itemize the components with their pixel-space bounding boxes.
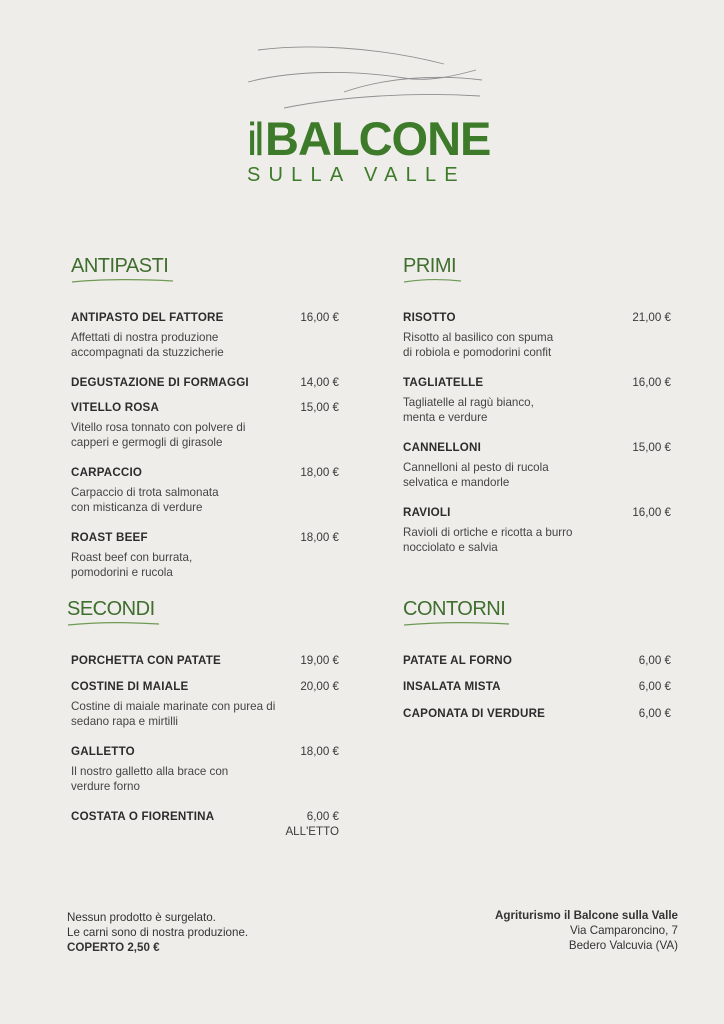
section-contorni [403, 597, 671, 721]
item-name: RAVIOLI [403, 506, 451, 519]
logo-subtitle: SULLA VALLE [247, 164, 466, 186]
logo-balcone: BALCONE [265, 112, 491, 165]
section-title: SECONDI [67, 598, 155, 620]
item-description: Costine di maiale marinate con purea di sedano rapa e mirtilli [71, 700, 276, 728]
item-price: 14,00 € [300, 376, 339, 389]
footer-business-name: Agriturismo il Balcone sulla Valle [495, 909, 678, 922]
section-primi [403, 254, 671, 555]
item-price: 6,00 € [638, 707, 671, 720]
menu-item-vitello-rosa [71, 400, 339, 450]
menu-item-costata-o-fiorentina [71, 809, 339, 838]
item-price: 21,00 € [632, 311, 671, 324]
menu-item-cannelloni [403, 440, 671, 490]
item-price: 20,00 € [300, 680, 339, 693]
item-price: 18,00 € [300, 745, 339, 758]
item-price: 6,00 € [638, 680, 671, 693]
item-description: Cannelloni al pesto di rucola selvatica e mandorle [403, 461, 549, 489]
menu-item-roast-beef [71, 530, 339, 580]
item-name: VITELLO ROSA [71, 401, 160, 414]
item-name: TAGLIATELLE [403, 376, 484, 389]
item-price: 16,00 € [300, 311, 339, 324]
menu-item-carpaccio [71, 465, 339, 515]
footer-note-frozen: Nessun prodotto è surgelato. [67, 911, 216, 924]
item-name: ROAST BEEF [71, 531, 148, 544]
menu-item-caponata-di-verdure [403, 706, 671, 721]
section-antipasti [71, 254, 339, 580]
footer-coperto: COPERTO 2,50 € [67, 941, 160, 954]
item-name: GALLETTO [71, 745, 135, 758]
item-name: DEGUSTAZIONE DI FORMAGGI [71, 376, 249, 389]
item-name: RISOTTO [403, 311, 456, 324]
item-name: COSTINE DI MAIALE [71, 680, 189, 693]
item-name: CARPACCIO [71, 466, 143, 479]
item-price: 19,00 € [300, 654, 339, 667]
item-price-unit: ALL'ETTO [285, 825, 339, 838]
item-price: 15,00 € [632, 441, 671, 454]
item-description: Risotto al basilico con spuma di robiola e pomodorini confit [403, 331, 554, 359]
logo-il: il [247, 113, 262, 165]
item-name: CAPONATA DI VERDURE [403, 707, 546, 720]
item-name: ANTIPASTO DEL FATTORE [71, 311, 224, 324]
item-description: Il nostro galletto alla brace con verdure forno [71, 765, 229, 793]
item-price: 16,00 € [632, 506, 671, 519]
item-description: Affettati di nostra produzione accompagnati da stuzzicherie [71, 331, 224, 359]
item-name: PATATE AL FORNO [403, 654, 513, 667]
hills-icon [244, 42, 484, 112]
menu-item-costine-di-maiale [71, 679, 339, 729]
item-name: INSALATA MISTA [403, 680, 501, 693]
item-description: Tagliatelle al ragù bianco, menta e verdure [403, 396, 534, 424]
footer-street: Via Camparoncino, 7 [569, 924, 678, 937]
item-description: Ravioli di ortiche e ricotta a burro nocciolato e salvia [403, 526, 573, 554]
menu-item-degustazione-di-formaggi [71, 375, 339, 390]
menu-item-porchetta-con-patate [71, 653, 339, 668]
item-name: CANNELLONI [403, 441, 481, 454]
footer-address [495, 908, 678, 953]
menu-item-risotto [403, 310, 671, 360]
item-price: 18,00 € [300, 531, 339, 544]
item-price: 6,00 € [306, 810, 339, 823]
footer-city: Bedero Valcuvia (VA) [568, 939, 678, 952]
item-description: Roast beef con burrata, pomodorini e rucola [71, 551, 193, 579]
section-title: PRIMI [403, 255, 457, 277]
menu-item-tagliatelle [403, 375, 671, 425]
item-price: 15,00 € [300, 401, 339, 414]
footer-notes [67, 910, 248, 955]
item-price: 18,00 € [300, 466, 339, 479]
section-title: CONTORNI [403, 598, 506, 620]
item-name: PORCHETTA CON PATATE [71, 654, 221, 667]
item-name: COSTATA O FIORENTINA [71, 810, 215, 823]
menu-item-galletto [71, 744, 339, 794]
footer-note-meat: Le carni sono di nostra produzione. [67, 926, 249, 939]
item-description: Carpaccio di trota salmonata con misticanza di verdure [71, 486, 219, 514]
menu-item-patate-al-forno [403, 653, 671, 668]
section-title: ANTIPASTI [71, 255, 169, 277]
item-description: Vitello rosa tonnato con polvere di capperi e germogli di girasole [71, 421, 246, 449]
section-secondi [67, 597, 339, 838]
menu-item-ravioli [403, 505, 671, 555]
item-price: 6,00 € [638, 654, 671, 667]
logo [0, 0, 724, 200]
item-price: 16,00 € [632, 376, 671, 389]
menu-item-insalata-mista [403, 679, 671, 694]
menu-item-antipasto-del-fattore [71, 310, 339, 360]
